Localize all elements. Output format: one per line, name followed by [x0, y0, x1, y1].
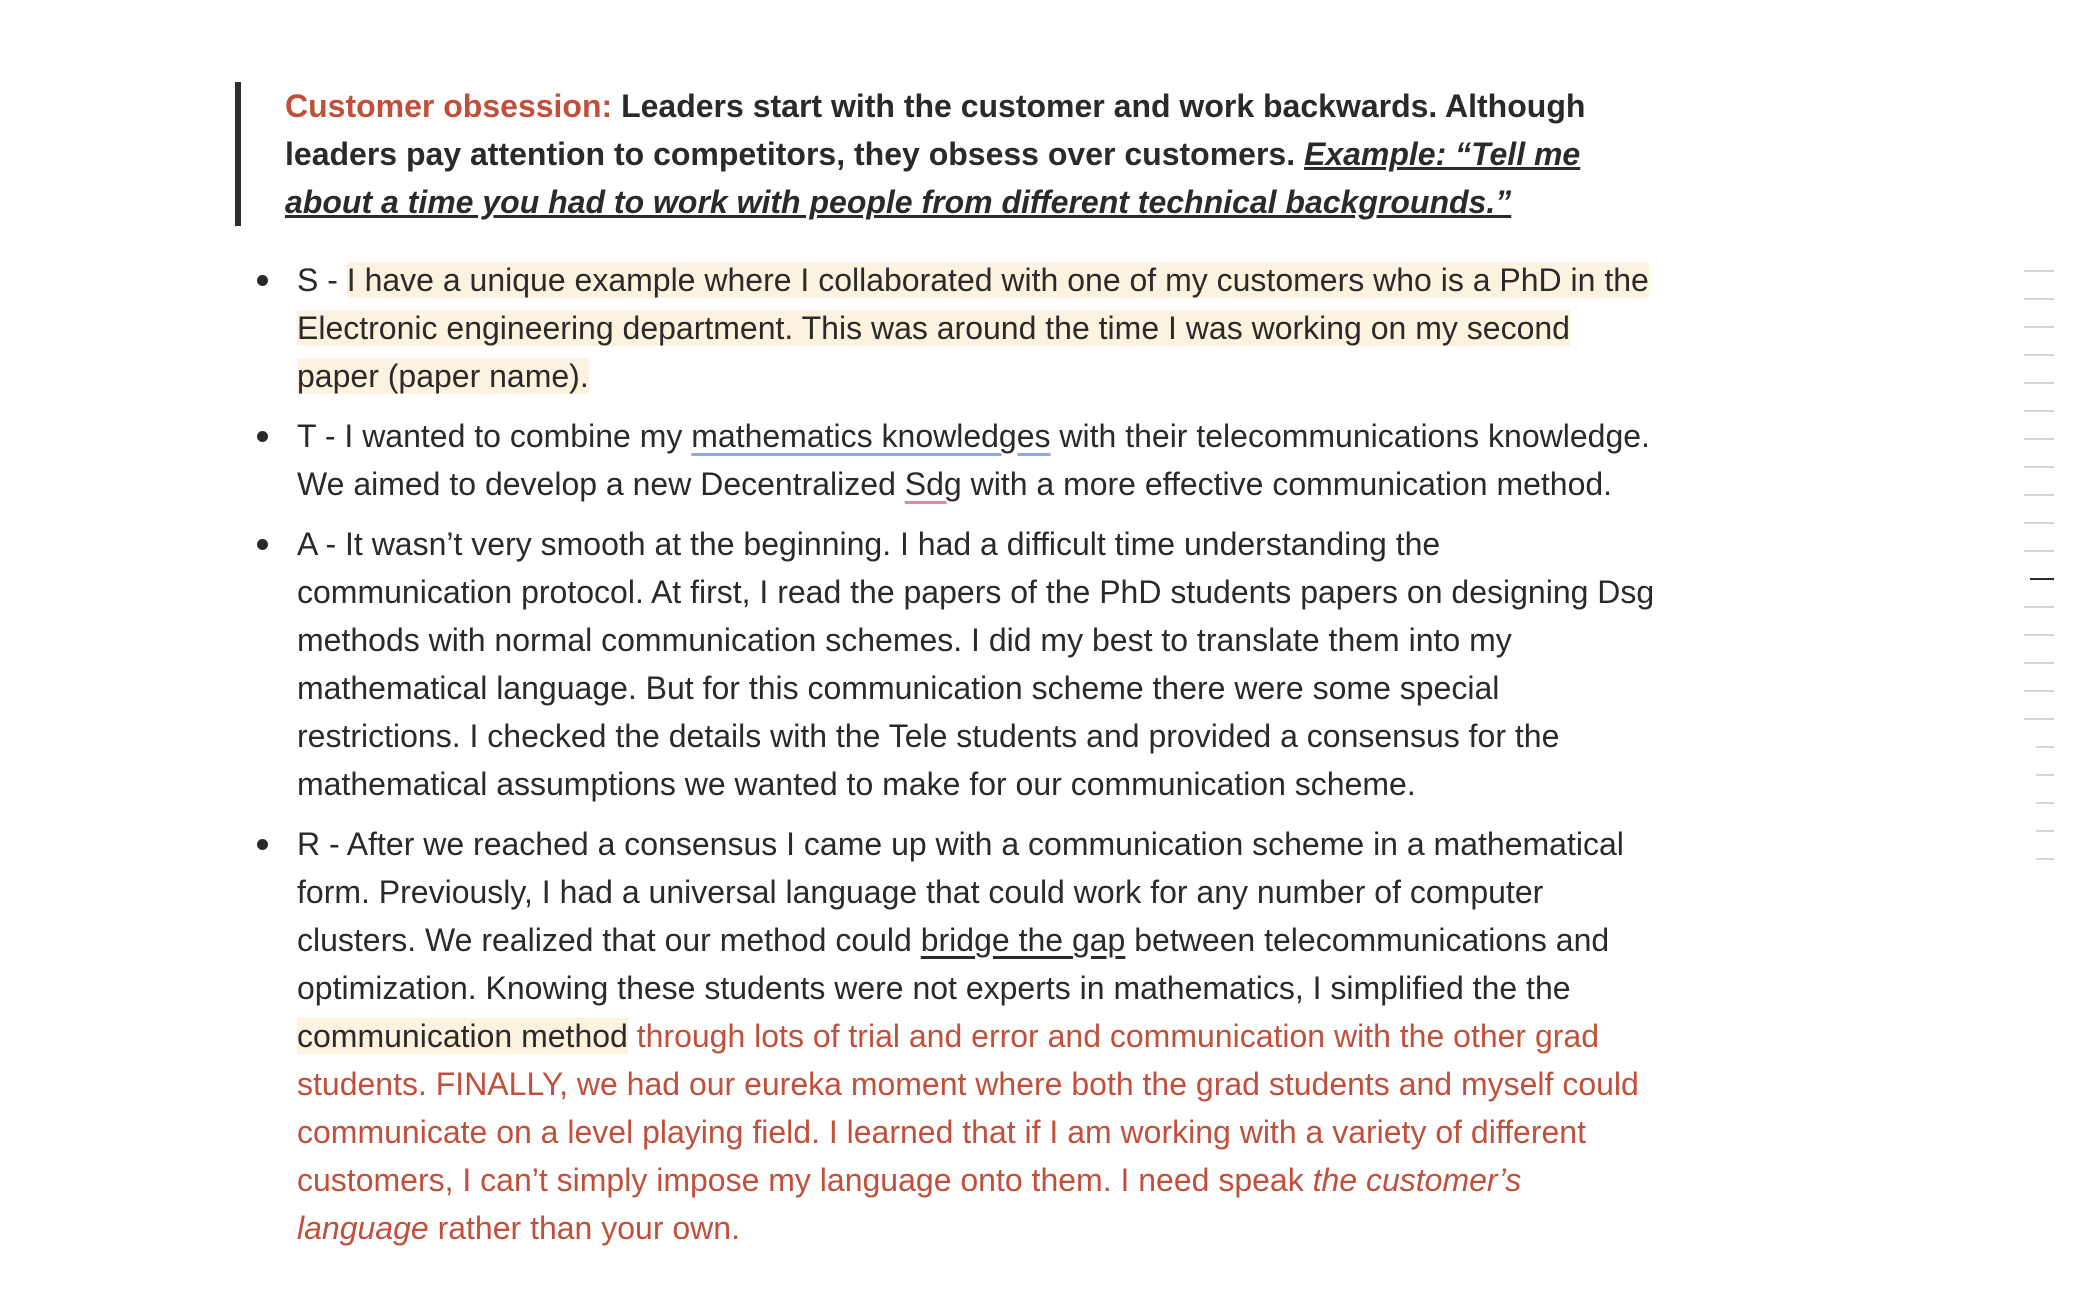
toc-tick[interactable]	[2024, 606, 2054, 608]
toc-tick[interactable]	[2036, 830, 2054, 832]
toc-tick[interactable]	[2024, 438, 2054, 440]
result-highlight: communication method	[297, 1018, 628, 1054]
bullet-icon	[257, 431, 268, 442]
toc-tick[interactable]	[2024, 634, 2054, 636]
action-text: A - It wasn’t very smooth at the beginning. I had a difficult time understanding the communication protocol. At first, I read the papers of the PhD students papers on designing Dsg methods with normal communication schemes. I did my best to translate them into my mathematical language. But for this communication scheme there were some special restrictions. I checked the details with the Tele students and provided a consensus for the mathematical assumptions we wanted to make for our communication scheme.	[297, 526, 1655, 802]
underlined-phrase: bridge the gap	[920, 922, 1126, 958]
toc-tick[interactable]	[2024, 354, 2054, 356]
list-item-action[interactable]	[235, 520, 1655, 808]
star-list	[235, 256, 1655, 1252]
toc-tick[interactable]	[2024, 662, 2054, 664]
task-prefix: T - I wanted to combine my	[297, 418, 692, 454]
toc-tick-active[interactable]	[2030, 578, 2054, 580]
toc-tick[interactable]	[2036, 858, 2054, 860]
toc-tick[interactable]	[2024, 466, 2054, 468]
list-item-situation[interactable]	[235, 256, 1655, 400]
bullet-icon	[257, 539, 268, 550]
principle-name: Customer obsession:	[285, 88, 613, 124]
toc-tick[interactable]	[2024, 270, 2054, 272]
result-red-text: through lots of trial and error and communication with the other grad students. FINALLY, we had our eureka moment where both the grad students and myself could communicate on a level playing field. I learned that if I am working with a variety of different customers, I can’t simply impose my language onto them. I need speak	[297, 1018, 1639, 1198]
toc-tick[interactable]	[2036, 774, 2054, 776]
result-prefix: R - After we reached a consensus I came up with a communication scheme in a mathematical form. Previously, I had a universal language that could work for any number of computer clusters. We realized that our method could	[297, 826, 1624, 958]
list-item-task[interactable]	[235, 412, 1655, 508]
page-content	[235, 82, 1655, 1264]
principle-quote	[235, 82, 1655, 226]
grammar-suggestion[interactable]: mathematics knowledges	[691, 418, 1051, 454]
spelling-suggestion[interactable]: Sdg	[904, 466, 962, 502]
principle-description: Leaders start with the customer and work backwards. Although leaders pay attention to competitors, they obsess over customers.	[285, 88, 1586, 172]
toc-tick[interactable]	[2024, 382, 2054, 384]
situation-prefix: S -	[297, 262, 347, 298]
situation-highlight: I have a unique example where I collaborated with one of my customers who is a PhD in the Electronic engineering department. This was around the time I was working on my second paper (paper name).	[297, 262, 1649, 394]
toc-tick[interactable]	[2024, 494, 2054, 496]
result-middle: between telecommunications and optimization. Knowing these students were not experts in mathematics, I simplified the the	[297, 922, 1610, 1006]
toc-tick[interactable]	[2036, 802, 2054, 804]
task-middle: with their telecommunications knowledge. We aimed to develop a new Decentralized	[297, 418, 1650, 502]
toc-tick[interactable]	[2024, 718, 2054, 720]
toc-tick[interactable]	[2024, 410, 2054, 412]
toc-tick[interactable]	[2024, 690, 2054, 692]
toc-tick[interactable]	[2024, 522, 2054, 524]
toc-tick[interactable]	[2024, 550, 2054, 552]
bullet-icon	[257, 275, 268, 286]
toc-tick[interactable]	[2024, 298, 2054, 300]
list-item-result[interactable]	[235, 820, 1655, 1252]
principle-example: Example: “Tell me about a time you had to work with people from different technical backgrounds.”	[285, 136, 1581, 220]
result-red-italic: the customer’s language	[297, 1162, 1522, 1246]
bullet-icon	[257, 839, 268, 850]
toc-tick[interactable]	[2036, 746, 2054, 748]
table-of-contents-minimap[interactable]	[2024, 270, 2056, 886]
toc-tick[interactable]	[2024, 326, 2054, 328]
result-red-end: rather than your own.	[428, 1210, 740, 1246]
task-end: with a more effective communication method.	[961, 466, 1613, 502]
